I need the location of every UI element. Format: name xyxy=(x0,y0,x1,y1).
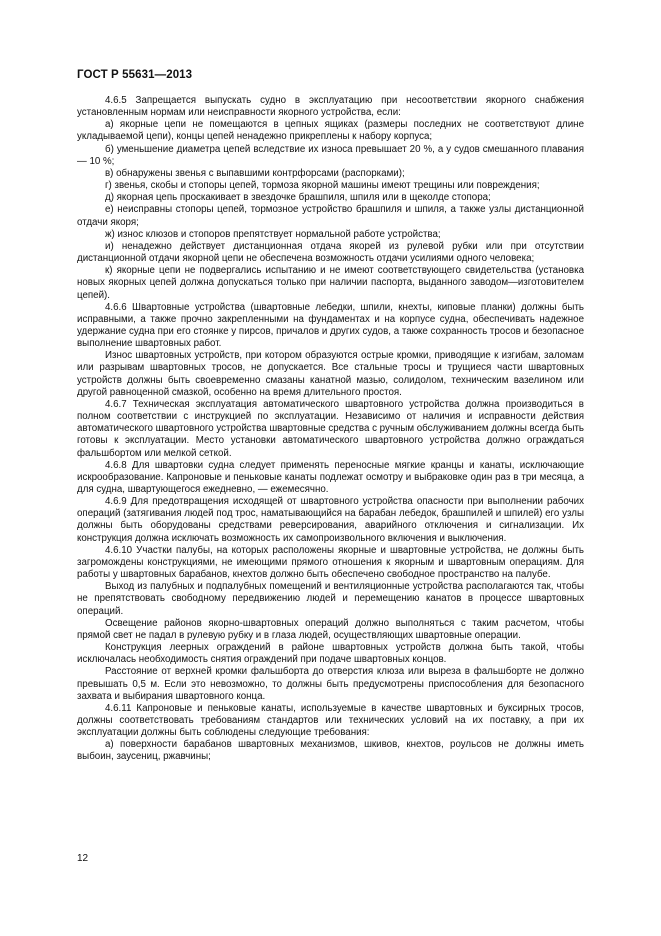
list-item: б) уменьшение диаметра цепей вследствие их износа превышает 20 %, а у судов смешанного плавания — 10 %; xyxy=(77,143,584,167)
list-item: к) якорные цепи не подвергались испытанию и не имеют соответствующего свидетельства (установка новых якорных цепей должна допускаться только при наличии паспорта, выданного заводом—изготовителем цепей). xyxy=(77,265,584,301)
paragraph: 4.6.8 Для швартовки судна следует применять переносные мягкие кранцы и канаты, исключающие искрообразование. Капроновые и пеньковые канаты подлежат осмотру и выбраковке один раз в три месяца, а для судна, швартующегося ежедневно, — ежемесячно. xyxy=(77,459,584,495)
document-body xyxy=(77,95,584,764)
paragraph: Освещение районов якорно-швартовных операций должно выполняться с таким расчетом, чтобы прямой свет не падал в рулевую рубку и в глаза людей, осуществляющих швартовные операции. xyxy=(77,617,584,641)
paragraph: Конструкция леерных ограждений в районе швартовных устройств должна быть такой, чтобы исключалась необходимость снятия ограждений при подаче швартовных концов. xyxy=(77,642,584,666)
list-item: д) якорная цепь проскакивает в звездочке брашпиля, шпиля или в щеколде стопора; xyxy=(105,192,491,204)
paragraph: 4.6.7 Техническая эксплуатация автоматического швартовного устройства должна производиться в полном соответствии с инструкцией по эксплуатации. Независимо от наличия и исправности действия автоматического швартовного устройства швартовные средства с ручным обслуживанием должны всегда быть готовы к эксплуатации. Место установки автоматического швартовного устройства должно ограждаться фальшбортом или мелкой сеткой. xyxy=(77,398,584,459)
paragraph: Выход из палубных и подпалубных помещений и вентиляционные устройства располагаются так, чтобы не препятствовать свободному передвижению людей и перемещению канатов в процессе швартовных операций. xyxy=(77,581,584,617)
list-item: и) ненадежно действует дистанционная отдача якорей из рулевой рубки или при отсутствии дистанционной отдачи якорной цепи не обеспечена возможность отдачи усилиями одного человека; xyxy=(77,240,584,265)
paragraph: 4.6.9 Для предотвращения исходящей от швартовного устройства опасности при выполнении рабочих операций (затягивания людей под трос, наматывающийся на барабан лебедок, брашпилей и шпилей) его узлы должны быть оборудованы средствами реверсирования, аварийного отключения и сигнализации. Их конструкция должна исключать возможность их самопроизвольного включения и выключения. xyxy=(77,496,584,544)
page-number: 12 xyxy=(77,853,89,864)
paragraph: Износ швартовных устройств, при котором образуются острые кромки, приводящие к изгибам, заломам или разрывам швартовных тросов, не допускается. Все стальные тросы и трущиеся части швартовных устройств должны быть своевременно смазаны канатной мазью, солидолом, техническим вазелином или другой равноценной смазкой, особенно на время длительного простоя. xyxy=(77,350,584,398)
document-header: ГОСТ Р 55631—2013 xyxy=(77,69,193,81)
list-item: ж) износ клюзов и стопоров препятствует нормальной работе устройства; xyxy=(105,228,441,240)
list-item: г) звенья, скобы и стопоры цепей, тормоза якорной машины имеют трещины или повреждения; xyxy=(105,180,540,192)
list-item: а) якорные цепи не помещаются в цепных ящиках (размеры последних не соответствуют длине укладываемой цепи), концы цепей ненадежно прикреплены к набору корпуса; xyxy=(77,119,584,143)
paragraph: 4.6.10 Участки палубы, на которых расположены якорные и швартовные устройства, не должны быть загромождены конструкциями, не имеющими прямого отношения к якорным и швартовным операциям. Для работы у швартовных барабанов, кнехтов должно быть обеспечено свободное пространство на палубе. xyxy=(77,544,584,581)
paragraph: 4.6.6 Швартовные устройства (швартовные лебедки, шпили, кнехты, киповые планки) должны быть исправными, а также прочно закрепленными на фундаментах и на корпусе судна, обеспечивать надежное удержание судна при его стоянке у пирсов, причалов и других судов, а также сохранность тросов и безопасное выполнение швартовных работ. xyxy=(77,301,584,350)
list-item: в) обнаружены звенья с выпавшими контрфорсами (распорками); xyxy=(105,167,405,179)
paragraph: Расстояние от верхней кромки фальшборта до отверстия клюза или выреза в фальшборте не должно превышать 0,5 м. Если это невозможно, то должны быть предусмотрены приспособления для безопасного захвата и выбирания швартовного конца. xyxy=(77,666,584,702)
paragraph: 4.6.5 Запрещается выпускать судно в эксплуатацию при несоответствии якорного снабжения установленным нормам или неисправности якорного устройства, если: xyxy=(77,95,584,119)
list-item: а) поверхности барабанов швартовных механизмов, шкивов, кнехтов, роульсов не должны иметь выбоин, заусениц, ржавчины; xyxy=(77,739,584,763)
paragraph: 4.6.11 Капроновые и пеньковые канаты, используемые в качестве швартовных и буксирных тросов, должны соответствовать требованиям стандартов или технических условий на их поставку, а при их эксплуатации должны быть соблюдены следующие требования: xyxy=(77,702,584,739)
list-item: е) неисправны стопоры цепей, тормозное устройство брашпиля и шпиля, а также узлы дистанционной отдачи якоря; xyxy=(77,204,584,228)
